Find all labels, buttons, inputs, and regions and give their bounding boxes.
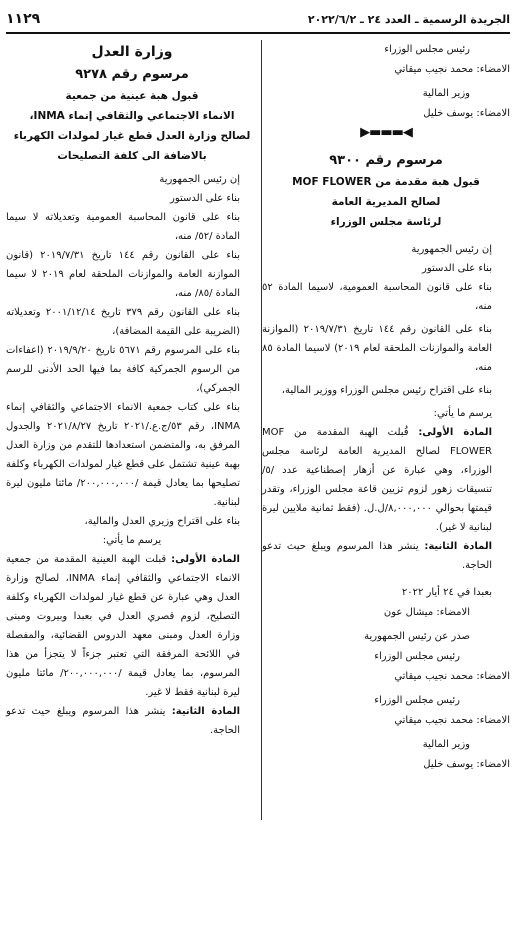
decree-subject: لصالح وزارة العدل قطع غيار لمولدات الكهرباء (13, 130, 251, 142)
right-column (262, 40, 510, 775)
prev-signature-title: رئيس مجلس الوزراء (384, 44, 470, 55)
preamble-line: بناء على قانون المحاسبة العمومية وتعديلاته لا سيما المادة /٥٢/ منه، (6, 212, 240, 242)
decree-subject: لصالح المديرية العامة (331, 196, 441, 208)
article-2 (6, 702, 258, 740)
article-1 (262, 423, 510, 537)
preamble-line: بناء على القانون رقم ١٤٤ تاريخ ٢٠١٩/٧/٣١ (قانون الموازنة العامة والموازنات الملحقة لعام ٢٠١٩ لا سيما المادة /٨٥/ منه، (6, 250, 240, 299)
preamble-line: بناء على القانون رقم ١٤٤ تاريخ ٢٠١٩/٧/٣١ (الموازنة العامة والموازنات الملحقة لعام ٢٠١٩) لاسيما المادة ٨٥ منه، (262, 324, 493, 373)
left-column (6, 40, 258, 740)
finance-title: وزير المالية (422, 739, 470, 750)
preamble-line: بناء على المرسوم رقم ٥٦٧١ تاريخ ٢٠١٩/٩/٢٠ (اعفاءات من الرسوم الجمركية كافة بما فيها الحد الأدنى للرسم الجمركي)، (6, 345, 240, 394)
pm-title: رئيس مجلس الوزراء (374, 695, 460, 706)
preamble-line: بناء على القانون رقم ٣٧٩ تاريخ ٢٠٠١/١٢/١٤ وتعديلاته (الضريبة على القيمة المضافة)، (6, 307, 240, 337)
preamble-line: بناء على كتاب جمعية الانماء الاجتماعي والثقافي إنماء INMA، رقم ٥٣/ج.ع./٢٠٢١ تاريخ ٢٠٢١/٨/٢٧ والجدول المرفق به، والمتضمن استعدادها للتقدم من وزارة العدل بهبة عينية تشتمل على قطع غيار لمولدات الكهرباء وكلفة تصليحها بما يعادل قيمة /٢٠٠,٠٠٠,٠٠٠/ مائتا مليون ليرة لبنانية. (6, 402, 240, 508)
prev-signature-fin: الامضاء: يوسف خليل (423, 108, 510, 119)
decree-subject: لرئاسة مجلس الوزراء (330, 216, 442, 228)
preamble-line: بناء على قانون المحاسبة العمومية، لاسيما المادة ٥٢ منه، (262, 282, 492, 312)
article-label: المادة الثانية: (424, 541, 493, 552)
ministry-heading: وزارة العدل (91, 44, 173, 60)
article-text: قُبلت الهبة المقدمة من MOF FLOWER لصالح المديرية العامة لرئاسة مجلس الوزراء، وهي عبارة عن أزهار إصطناعية عدد /٥/ تنسيقات زهور لزوم تزيين قاعة مجلس الوزراء، وتقدر قيمتها بحوالي ٨,٠٠٠,٠٠٠/ل.ل. (فقط ثمانية ملايين ليرة لبنانية لا غير). (262, 427, 492, 533)
prev-signature-pm: الامضاء: محمد نجيب ميقاتي (394, 64, 510, 75)
pm-signature: الامضاء: محمد نجيب ميقاتي (394, 671, 510, 682)
article-text: قبلت الهبة العينية المقدمة من جمعية الانماء الاجتماعي والثقافي إنماء INMA، لصالح وزارة العدل وهي عبارة عن قطع غيار لمولدات الكهرباء وكلفة التصليح، لزوم قصري العدل في بعبدا وبيروت ومبنى وزارة العدل ومبنى معهد الدروس القضائية، والمفصلة في اللائحة المرفقة التي تعتبر جزءاً لا يتجزأ من هذا المرسوم، بما يعادل قيمة /٢٠٠,٠٠٠,٠٠٠/ مائتا مليون ليرة لبنانية فقط لا غير. (6, 554, 241, 698)
decree-subject: الانماء الاجتماعي والثقافي إنماء INMA، (29, 110, 235, 122)
article-2 (262, 537, 510, 575)
article-text: ينشر هذا المرسوم ويبلغ حيث تدعو الحاجة. (6, 706, 240, 736)
decree-title: مرسوم رقم ٩٣٠٠ (329, 153, 443, 168)
finance-signature: الامضاء: يوسف خليل (423, 759, 510, 770)
president-signature: الامضاء: ميشال عون (383, 607, 470, 618)
decree-subject: قبول هبة مقدمة من MOF FLOWER (292, 176, 480, 188)
decree-subject: قبول هبة عينية من جمعية (65, 90, 199, 102)
article-1 (6, 550, 258, 702)
decree-date: بعبدا في ٢٤ أيار ٢٠٢٢ (401, 587, 492, 598)
gazette-title: الجريدة الرسمية ـ العدد ٢٤ ـ ٢٠٢٢/٦/٢ (307, 12, 510, 26)
preamble-line: إن رئيس الجمهورية (159, 174, 240, 185)
article-label: المادة الثانية: (171, 706, 241, 717)
page-number: ١١٢٩ (6, 11, 41, 27)
preamble-line: إن رئيس الجمهورية (411, 244, 492, 255)
preamble-line: بناء على الدستور (170, 193, 240, 204)
pm-title: رئيس مجلس الوزراء (374, 651, 460, 662)
decree-formula: يرسم ما يأتي: (102, 535, 162, 546)
article-label: المادة الأولى: (418, 427, 492, 438)
decree-subject: بالاضافة الى كلفة التصليحات (57, 150, 207, 162)
preamble-line: بناء على اقتراح وزيري العدل والمالية، (84, 516, 240, 527)
decree-formula: يرسم ما يأتي: (433, 408, 492, 419)
article-text: ينشر هذا المرسوم ويبلغ حيث تدعو الحاجة. (262, 541, 492, 571)
issued-by: صدر عن رئيس الجمهورية (364, 631, 470, 642)
pm-signature: الامضاء: محمد نجيب ميقاتي (394, 715, 510, 726)
section-separator: ◀▬▬▬▶ (360, 125, 412, 140)
prev-signature-fin-title: وزير المالية (422, 88, 470, 99)
preamble-line: بناء على اقتراح رئيس مجلس الوزراء ووزير المالية، (281, 385, 492, 396)
article-label: المادة الأولى: (171, 554, 240, 565)
page-header (6, 6, 510, 34)
decree-title: مرسوم رقم ٩٢٧٨ (75, 67, 189, 82)
preamble-line: بناء على الدستور (422, 263, 492, 274)
